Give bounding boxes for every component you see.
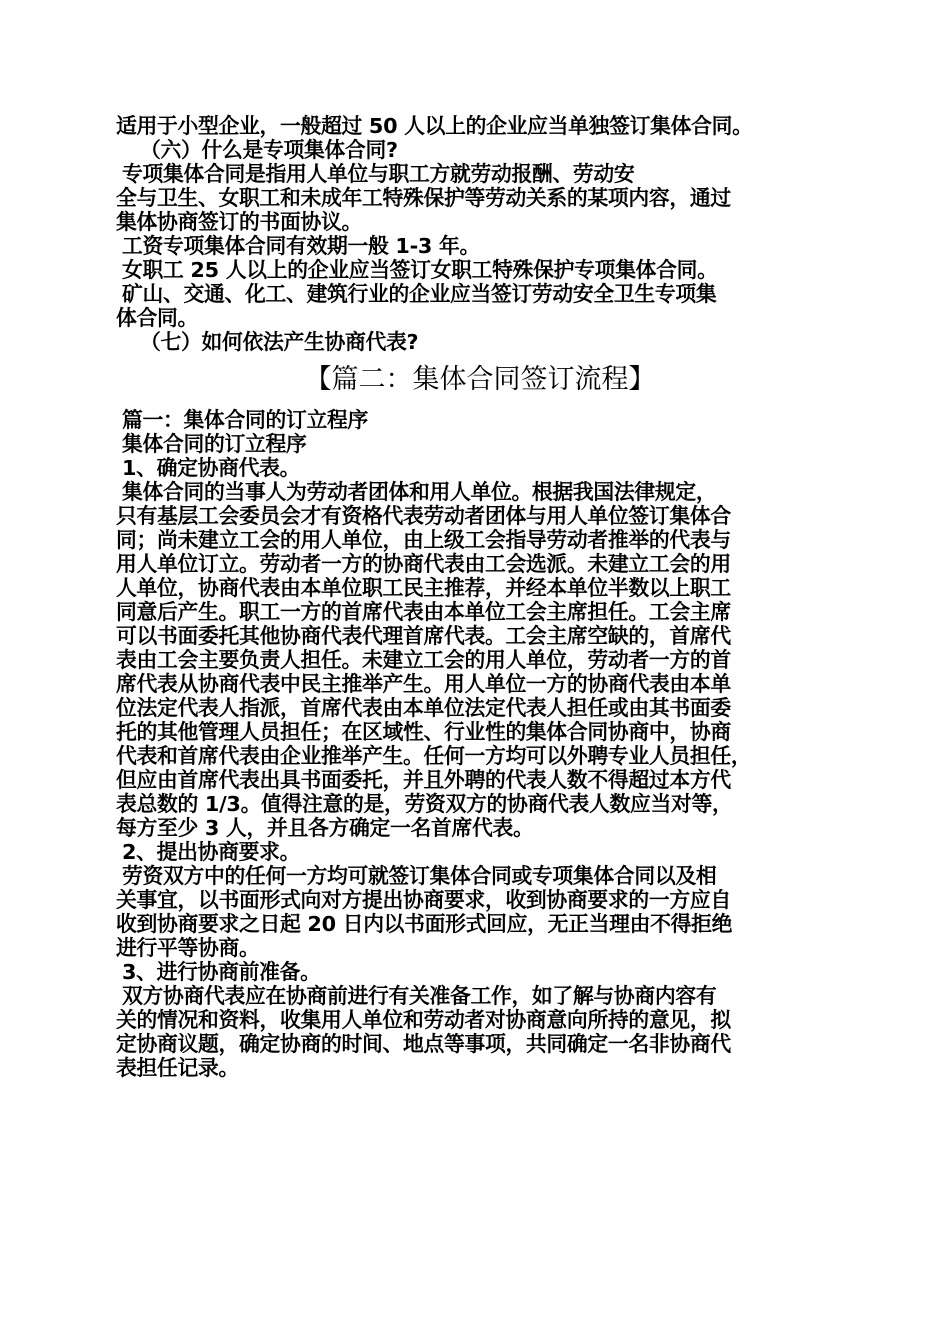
section-heading: 集体合同的订立程序 (122, 432, 307, 456)
paragraph-line: 集体合同的当事人为劳动者团体和用人单位。根据我国法律规定， (122, 480, 717, 504)
paragraph-line: 表总数的 1/3。值得注意的是，劳资双方的协商代表人数应当对等， (116, 792, 733, 816)
paragraph-line: 但应由首席代表出具书面委托，并且外聘的代表人数不得超过本方代 (116, 768, 731, 792)
paragraph-line: 专项集体合同是指用人单位与职工方就劳动报酬、劳动安 (122, 162, 635, 186)
paragraph-line: 双方协商代表应在协商前进行有关准备工作，如了解与协商内容有 (122, 984, 717, 1008)
paragraph-line: 体合同。 (116, 306, 198, 330)
document-page (116, 114, 836, 1080)
section-main (116, 408, 836, 1080)
paragraph-line: 进行平等协商。 (116, 936, 260, 960)
section-heading: （六）什么是专项集体合同? (140, 138, 398, 162)
paragraph-line: 关的情况和资料，收集用人单位和劳动者对协商意向所持的意见，拟 (116, 1008, 731, 1032)
page-title: 【篇二：集体合同签订流程】 (304, 364, 656, 395)
paragraph-line: 劳资双方中的任何一方均可就签订集体合同或专项集体合同以及相 (122, 864, 717, 888)
paragraph-line: 定协商议题，确定协商的时间、地点等事项，共同确定一名非协商代 (116, 1032, 731, 1056)
paragraph-line: 同；尚未建立工会的用人单位，由上级工会指导劳动者推举的代表与 (116, 528, 731, 552)
step-heading: 3、进行协商前准备。 (122, 960, 321, 984)
paragraph-line: 全与卫生、女职工和未成年工特殊保护等劳动关系的某项内容，通过 (116, 186, 731, 210)
paragraph-line: 集体协商签订的书面协议。 (116, 210, 362, 234)
paragraph-line: 收到协商要求之日起 20 日内以书面形式回应，无正当理由不得拒绝 (116, 912, 733, 936)
paragraph-line: 可以书面委托其他协商代表代理首席代表。工会主席空缺的，首席代 (116, 624, 731, 648)
paragraph-line: 位法定代表人指派，首席代表由本单位法定代表人担任或由其书面委 (116, 696, 731, 720)
paragraph-line: 关事宜，以书面形式向对方提出协商要求，收到协商要求的一方应自 (116, 888, 731, 912)
paragraph-line: 表担任记录。 (116, 1056, 239, 1080)
paragraph-line: 席代表从协商代表中民主推举产生。用人单位一方的协商代表由本单 (116, 672, 731, 696)
paragraph-line: 人单位，协商代表由本单位职工民主推荐，并经本单位半数以上职工 (116, 576, 731, 600)
paragraph-line: 同意后产生。职工一方的首席代表由本单位工会主席担任。工会主席 (116, 600, 731, 624)
paragraph-line: 适用于小型企业，一般超过 50 人以上的企业应当单独签订集体合同。 (116, 114, 753, 138)
section-top (116, 114, 836, 354)
paragraph-line: 只有基层工会委员会才有资格代表劳动者团体与用人单位签订集体合 (116, 504, 731, 528)
paragraph-line: 矿山、交通、化工、建筑行业的企业应当签订劳动安全卫生专项集 (122, 282, 717, 306)
paragraph-line: 表由工会主要负责人担任。未建立工会的用人单位，劳动者一方的首 (116, 648, 731, 672)
section-heading: （七）如何依法产生协商代表? (140, 330, 419, 354)
section-heading: 篇一：集体合同的订立程序 (122, 408, 368, 432)
paragraph-line: 托的其他管理人员担任；在区域性、行业性的集体合同协商中，协商 (116, 720, 731, 744)
paragraph-line: 工资专项集体合同有效期一般 1-3 年。 (122, 234, 481, 258)
step-heading: 1、确定协商代表。 (122, 456, 301, 480)
paragraph-line: 用人单位订立。劳动者一方的协商代表由工会选派。未建立工会的用 (116, 552, 731, 576)
paragraph-line: 代表和首席代表由企业推举产生。任何一方均可以外聘专业人员担任， (116, 744, 752, 768)
step-heading: 2、提出协商要求。 (122, 840, 301, 864)
paragraph-line: 每方至少 3 人，并且各方确定一名首席代表。 (116, 816, 534, 840)
paragraph-line: 女职工 25 人以上的企业应当签订女职工特殊保护专项集体合同。 (122, 258, 718, 282)
